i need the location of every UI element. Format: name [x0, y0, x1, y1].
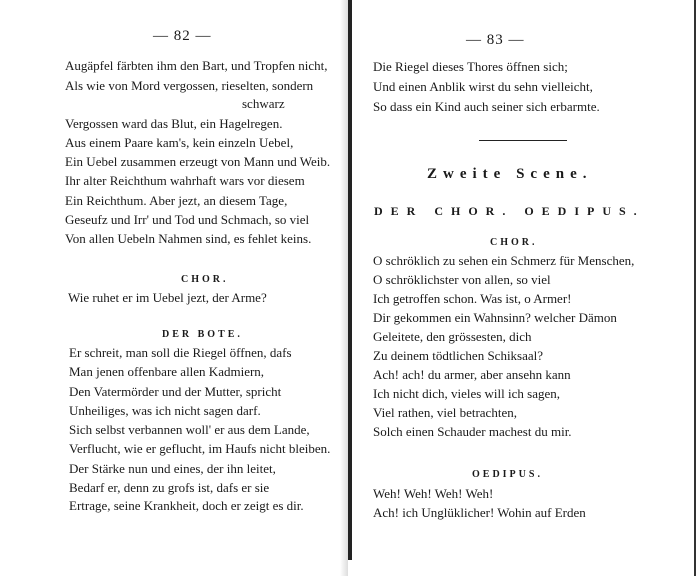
verse-line: Bedarf er, denn zu grofs ist, dafs er sie — [69, 480, 270, 495]
page-number: — 83 — — [466, 32, 525, 48]
verse-line: Man jenen offenbare allen Kadmiern, — [69, 364, 265, 379]
speaker-heading: CHOR. — [181, 274, 229, 285]
verse-line: Aus einem Paare kam's, kein einzeln Uebel, — [65, 135, 294, 150]
verse-line: So dass ein Kind auch seiner sich erbarmte. — [373, 99, 600, 114]
characters-heading: DER CHOR. OEDIPUS. — [374, 204, 645, 218]
speaker-heading: DER BOTE. — [162, 329, 243, 340]
verse-line: Der Stärke nun und eines, der ihn leitet, — [69, 461, 276, 476]
verse-line: Wie ruhet er im Uebel jezt, der Arme? — [68, 290, 267, 305]
verse-line: Ich nicht dich, vieles will ich sagen, — [373, 386, 561, 401]
verse-line: O schröklichster von allen, so viel — [373, 272, 551, 287]
verse-line: Er schreit, man soll die Riegel öffnen, dafs — [69, 345, 292, 360]
verse-line: Ein Uebel zusammen erzeugt von Mann und Weib. — [65, 154, 331, 169]
verse-line: Sich selbst verbannen woll' er aus dem Lande, — [69, 422, 310, 437]
verse-line: Vergossen ward das Blut, ein Hagelregen. — [65, 116, 283, 131]
verse-line: Viel rathen, viel betrachten, — [373, 405, 517, 420]
verse-line: Augäpfel färbten ihm den Bart, und Tropfen nicht, — [65, 58, 328, 73]
scene-title: Zweite Scene. — [427, 166, 593, 182]
verse-line: Geseufz und Irr' und Tod und Schmach, so viel — [65, 212, 310, 227]
verse-line: Ach! ich Unglüklicher! Wohin auf Erden — [373, 505, 586, 520]
verse-line: Ach! ach! du armer, aber ansehn kann — [373, 367, 571, 382]
verse-line: Ein Reichthum. Aber jezt, an diesem Tage, — [65, 193, 288, 208]
verse-line: Von allen Uebeln Nahmen sind, es fehlet keins. — [65, 231, 312, 246]
speaker-heading: OEDIPUS. — [472, 469, 543, 480]
verse-line: Weh! Weh! Weh! Weh! — [373, 486, 494, 501]
speaker-heading: CHOR. — [490, 237, 538, 248]
verse-line: O schröklich zu sehen ein Schmerz für Menschen, — [373, 253, 635, 268]
page-number: — 82 — — [153, 28, 212, 44]
verse-line: Geleitete, den grössesten, dich — [373, 329, 532, 344]
verse-line: Und einen Anblik wirst du sehn vielleicht, — [373, 79, 593, 94]
verse-line: Die Riegel dieses Thores öffnen sich; — [373, 59, 568, 74]
verse-line: Als wie von Mord vergossen, rieselten, sondern — [65, 78, 314, 93]
verse-line: Verflucht, wie er geflucht, im Haufs nicht bleiben. — [69, 441, 331, 456]
scene-divider — [479, 140, 567, 141]
verse-line: Ertrage, seine Krankheit, doch er zeigt es dir. — [69, 498, 304, 513]
verse-line: Zu deinem tödtlichen Schiksaal? — [373, 348, 544, 363]
verse-line: schwarz — [242, 96, 285, 111]
verse-line: Dir gekommen ein Wahnsinn? welcher Dämon — [373, 310, 617, 325]
verse-line: Den Vatermörder und der Mutter, spricht — [69, 384, 282, 399]
verse-line: Ihr alter Reichthum wahrhaft wars vor diesem — [65, 173, 305, 188]
verse-line: Solch einen Schauder machest du mir. — [373, 424, 572, 439]
verse-line: Unheiliges, was ich nicht sagen darf. — [69, 403, 261, 418]
verse-line: Ich getroffen schon. Was ist, o Armer! — [373, 291, 572, 306]
